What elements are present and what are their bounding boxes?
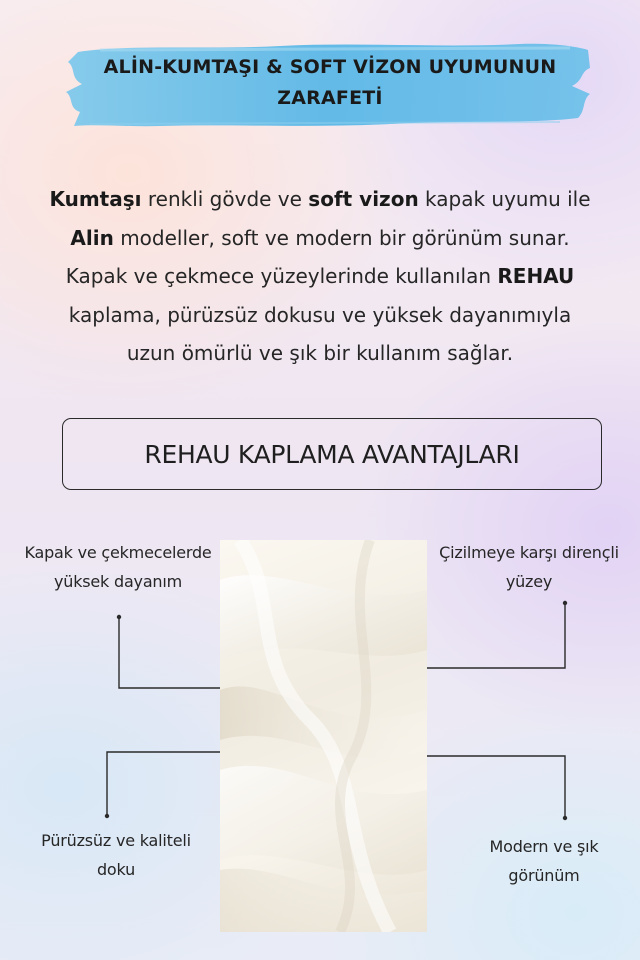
advantage-label-line: doku [96, 860, 136, 879]
advantage-label-line: Çizilmeye karşı dirençli [439, 543, 619, 562]
page-title-text: ALİN-KUMTAŞI & SOFT VİZON UYUMUNUN ZARAFETİ [103, 56, 557, 109]
intro-text: uzun ömürlü ve şık bir kullanım sağlar. [126, 341, 514, 365]
intro-bold-text: REHAU [497, 264, 575, 288]
intro-paragraph [30, 180, 610, 373]
intro-bold-text: Kumtaşı [49, 187, 142, 211]
connector-bottom-right [427, 756, 565, 817]
intro-line-5 [30, 334, 610, 373]
intro-text: renkli gövde ve [141, 187, 309, 211]
connector-dot-icon [563, 816, 567, 820]
advantages-heading: REHAU KAPLAMA AVANTAJLARI [144, 439, 520, 469]
advantage-label-modern-look [448, 832, 640, 890]
intro-line-1 [30, 180, 610, 219]
fabric-texture-image [220, 540, 427, 932]
connector-dot-icon [105, 814, 109, 818]
intro-line-4 [30, 296, 610, 335]
advantage-label-scratch-resistant [418, 538, 640, 596]
connector-dot-icon [563, 601, 567, 605]
connector-top-left [119, 618, 220, 688]
intro-bold-text: soft vizon [308, 187, 419, 211]
intro-line-2 [30, 219, 610, 258]
header-banner [60, 38, 600, 134]
advantage-label-line: görünüm [508, 866, 580, 885]
fabric-icon [220, 540, 427, 932]
intro-text: modeller, soft ve modern bir görünüm sunar. [113, 225, 570, 250]
connector-top-right [427, 604, 565, 668]
advantage-label-smooth-texture [14, 826, 218, 884]
advantage-label-line: yüksek dayanım [53, 572, 182, 591]
connector-bottom-left [107, 752, 220, 815]
advantage-label-line: yüzey [505, 572, 553, 591]
advantage-label-line: Pürüzsüz ve kaliteli [41, 831, 191, 850]
advantage-label-durability [0, 538, 236, 596]
intro-text: kaplama, pürüzsüz dokusu ve yüksek dayanımıyla [68, 302, 572, 327]
page-title [60, 52, 600, 114]
intro-text: kapak uyumu ile [418, 187, 591, 211]
connector-dot-icon [117, 615, 121, 619]
intro-bold-text: Alin [70, 225, 114, 250]
intro-text: Kapak ve çekmece yüzeylerinde kullanılan [65, 264, 498, 288]
advantages-heading-box [62, 418, 602, 490]
advantage-label-line: Modern ve şık [489, 837, 599, 856]
intro-line-3 [30, 257, 610, 296]
advantage-label-line: Kapak ve çekmecelerde [24, 543, 212, 562]
